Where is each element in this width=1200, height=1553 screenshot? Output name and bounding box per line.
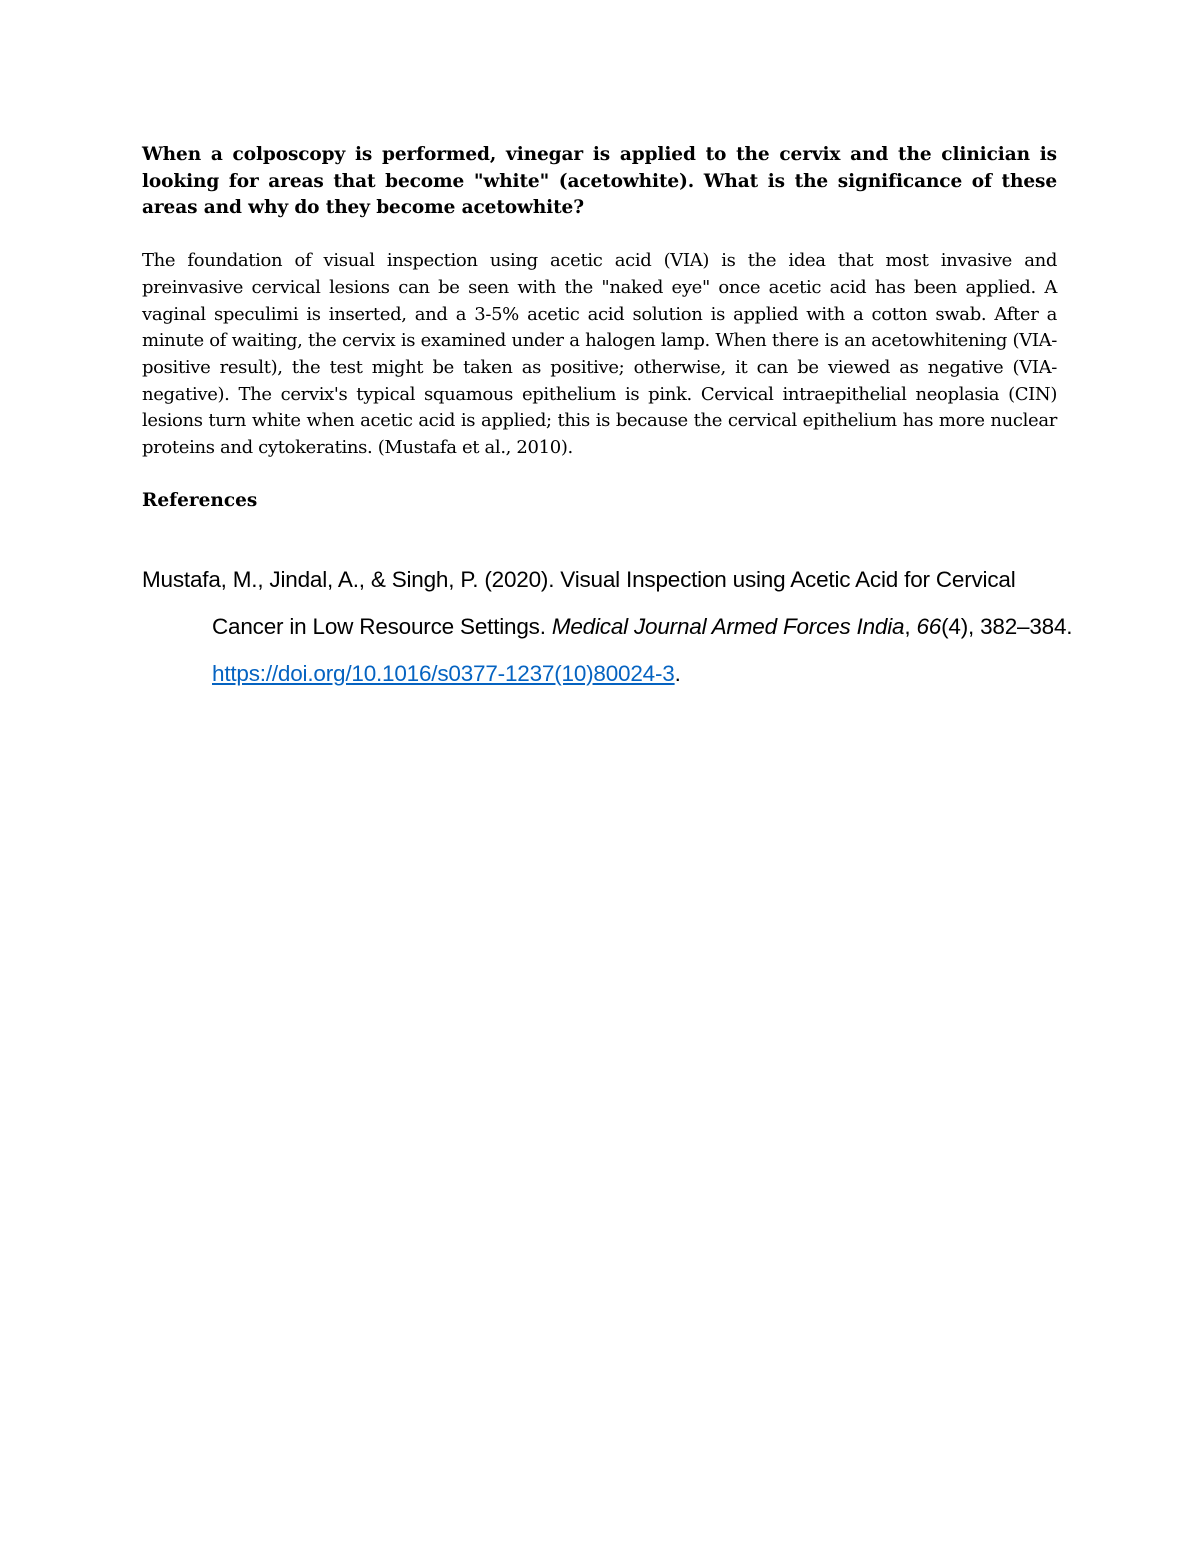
reference-issue-pages: (4), 382–384.	[941, 613, 1073, 639]
reference-entry	[142, 556, 1092, 697]
references-heading: References	[142, 489, 258, 511]
reference-authors-title: Mustafa, M., Jindal, A., & Singh, P. (2020). Visual Inspection using Acetic Acid for Cervical Cancer in Low Resource Settings.	[142, 566, 1016, 639]
document-content	[142, 142, 1073, 697]
question-heading: When a colposcopy is performed, vinegar is applied to the cervix and the clinician is looking for areas that become "white" (acetowhite). What is the significance of these areas and why do they become acetowhite?	[142, 144, 1057, 219]
reference-doi-link[interactable]: https://doi.org/10.1016/s0377-1237(10)80024-3	[212, 660, 675, 686]
reference-separator: ,	[904, 613, 917, 639]
reference-end: .	[674, 660, 681, 686]
answer-paragraph: The foundation of visual inspection using acetic acid (VIA) is the idea that most invasive and preinvasive cervical lesions can be seen with the "naked eye" once acetic acid has been applied. A vaginal speculimi is inserted, and a 3-5% acetic acid solution is applied with a cotton swab. After a minute of waiting, the cervix is examined under a halogen lamp. When there is an acetowhitening (VIA-positive result), the test might be taken as positive; otherwise, it can be viewed as negative (VIA-negative). The cervix's typical squamous epithelium is pink. Cervical intraepithelial neoplasia (CIN) lesions turn white when acetic acid is applied; this is because the cervical epithelium has more nuclear proteins and cytokeratins. (Mustafa et al., 2010).	[142, 250, 1057, 459]
reference-volume: 66	[916, 613, 942, 639]
reference-journal: Medical Journal Armed Forces India	[551, 613, 905, 639]
